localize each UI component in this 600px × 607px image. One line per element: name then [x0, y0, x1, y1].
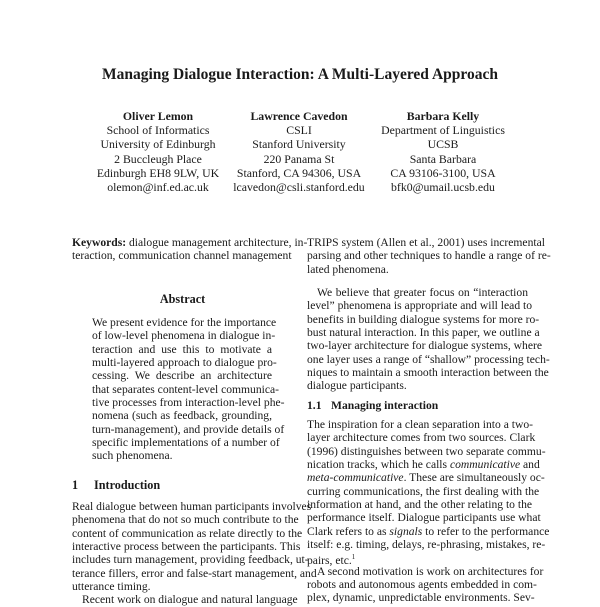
text-line: interactive process between the participants. This: [72, 540, 301, 554]
author-address: Stanford, CA 94306, USA: [236, 165, 362, 180]
text-line: specific implementations of a number of: [92, 436, 280, 450]
text-line: nomena (such as feedback, grounding,: [92, 409, 272, 423]
text-line: performance itself. Dialogue participants use what: [307, 511, 541, 525]
subsection-number: 1.1: [307, 399, 322, 412]
text-line: lated phenomena.: [307, 262, 389, 276]
text-line: cessing. We describe an architecture: [92, 369, 272, 383]
text-line: TRIPS system (Allen et al., 2001) uses incremental: [307, 236, 545, 249]
author-address: 2 Buccleugh Place: [114, 151, 202, 166]
text-line: [307, 458, 540, 472]
text-line: includes turn management, providing feedback, ut-: [72, 553, 309, 567]
author-address: Edinburgh EH8 9LW, UK: [96, 165, 220, 180]
text-segment: and: [520, 458, 540, 472]
author-block: [353, 109, 533, 194]
author-affiliation: University of Edinburgh: [100, 137, 216, 152]
section-number: 1: [72, 478, 79, 492]
right-column-paragraph: [307, 286, 550, 393]
subsection-heading: [307, 399, 438, 412]
text-line: Recent work on dialogue and natural language: [82, 593, 298, 607]
text-line: Real dialogue between human participants involves: [72, 500, 312, 513]
text-line: We believe that greater focus on “interaction: [317, 286, 528, 299]
author-affiliation: CSLI: [286, 123, 312, 138]
text-line: niques to maintain a smooth interaction between the: [307, 366, 549, 380]
text-line: curring communications, the first dealing with the: [307, 484, 540, 498]
text-segment: Clark refers to as: [307, 524, 390, 538]
text-line: terance fillers, error and false-start management, and: [72, 566, 317, 580]
text-line: We present evidence for the importance: [92, 316, 277, 329]
text-line: multi-layered approach to dialogue pro-: [92, 356, 277, 370]
text-line: [307, 524, 550, 538]
author-name: Barbara Kelly: [406, 109, 480, 123]
text-line: A second motivation is work on architectures for: [317, 564, 544, 578]
text-line: phenomena that do not so much contribute to the: [72, 513, 299, 527]
author-affiliation: Department of Linguistics: [381, 123, 505, 138]
text-segment: nication tracks, which he calls: [307, 458, 450, 472]
text-line: such phenomena.: [92, 449, 173, 463]
author-name: Oliver Lemon: [122, 109, 194, 123]
text-line: layer architecture comes from two sources. Clark: [307, 431, 536, 445]
text-line: of low-level phenomena in dialogue in-: [92, 329, 276, 343]
text-line: teraction and use this to motivate a: [92, 342, 272, 356]
text-segment: dialogue management architecture, in-: [126, 236, 308, 249]
text-line: utterance timing.: [72, 580, 151, 594]
text-line: The inspiration for a clean separation into a two-: [307, 418, 533, 431]
footnote-marker: 1: [351, 553, 356, 562]
author-email: lcavedon@csli.stanford.edu: [233, 180, 365, 195]
text-line: parsing and other techniques to handle a range of re-: [307, 249, 551, 263]
author-affiliation: School of Informatics: [106, 123, 210, 138]
text-line: one layer uses a range of “shallow” processing tech-: [307, 352, 550, 366]
section-title: Introduction: [94, 478, 161, 492]
author-address: 220 Panama St: [263, 151, 335, 166]
text-line: [72, 236, 308, 249]
author-email: olemon@inf.ed.ac.uk: [107, 180, 209, 195]
text-line: information at hand, and the other relating to the: [307, 498, 533, 512]
author-name: Lawrence Cavedon: [250, 109, 348, 123]
abstract-text: [92, 316, 285, 463]
text-line: that separates content-level communica-: [92, 382, 280, 396]
text-line: content of communication as relate directly to the: [72, 526, 303, 540]
keywords: [72, 236, 308, 263]
keywords-label: Keywords:: [72, 236, 127, 249]
text-line: dialogue participants.: [307, 379, 407, 393]
text-segment: . These are simultaneously oc-: [403, 471, 545, 485]
right-column-text-top: [307, 236, 551, 276]
text-segment: communicative: [449, 458, 521, 472]
text-segment: to refer to the performance: [422, 524, 550, 538]
text-line: teraction, communication channel management: [72, 249, 292, 263]
text-line: itself: e.g. timing, delays, re-phrasing, mistakes, re-: [307, 538, 546, 552]
text-line: tive processes from interaction-level phe-: [92, 396, 285, 410]
author-address: Santa Barbara: [409, 151, 477, 166]
author-email: bfk0@umail.ucsb.edu: [391, 180, 495, 195]
text-segment: meta-communicative: [307, 471, 404, 485]
author-affiliation: Stanford University: [252, 137, 346, 152]
subsection-title: Managing interaction: [331, 399, 439, 412]
text-segment: signals: [389, 524, 423, 538]
author-affiliation: UCSB: [427, 137, 459, 152]
text-line: [307, 551, 528, 568]
text-line: benefits in building dialogue systems for more ro-: [307, 312, 540, 326]
text-segment: pairs, etc.: [307, 554, 352, 568]
paper-title: Managing Dialogue Interaction: A Multi-Layered Approach: [102, 66, 498, 83]
text-line: bust natural interaction. In this paper, we outline a: [307, 326, 540, 340]
text-line: robots and autonomous agents embedded in com-: [307, 578, 537, 592]
text-line: plex, dynamic, unpredictable environments. Sev-: [307, 591, 535, 605]
text-line: level” phenomena is appropriate and will lead to: [307, 299, 533, 313]
text-line: two-layer architecture for dialogue systems, where: [307, 339, 542, 353]
text-line: (1996) distinguishes between two separate commu-: [307, 444, 546, 458]
managing-interaction-text: [307, 418, 550, 605]
introduction-text: [72, 500, 317, 607]
author-address: CA 93106-3100, USA: [390, 165, 496, 180]
text-line: turn-management), and provide details of: [92, 422, 285, 436]
abstract-heading: Abstract: [159, 292, 206, 306]
section-heading-introduction: [72, 478, 160, 493]
text-line: [307, 471, 545, 485]
